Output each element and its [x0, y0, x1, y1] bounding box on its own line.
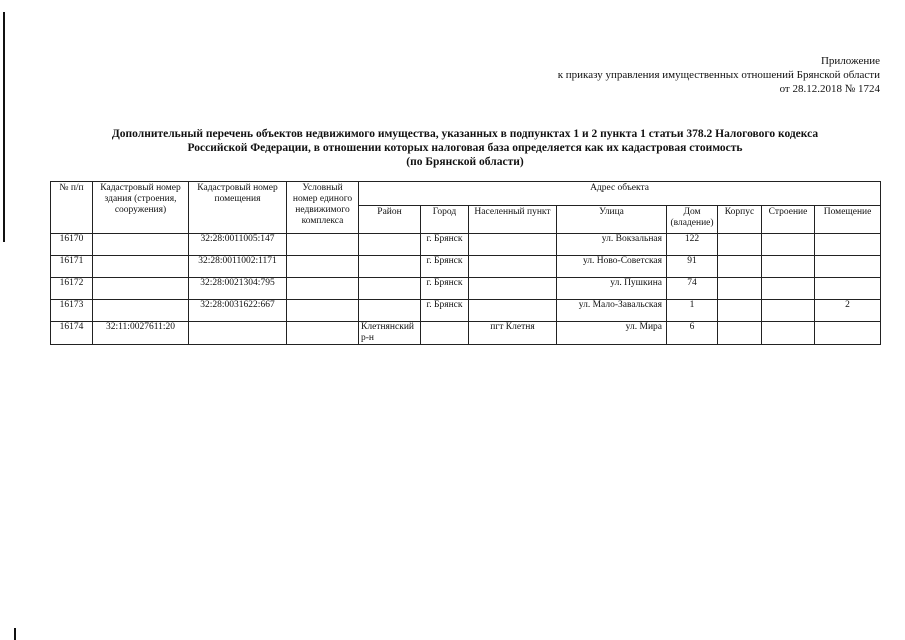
- appendix-order-date: от 28.12.2018 № 1724: [779, 83, 880, 95]
- cell-city: г. Брянск: [421, 278, 469, 300]
- cell-complex-number: [287, 234, 359, 256]
- header-num: № п/п: [51, 182, 93, 234]
- cell-complex-number: [287, 278, 359, 300]
- cell-city: [421, 322, 469, 345]
- cell-settlement: [469, 234, 557, 256]
- cell-house: 6: [667, 322, 718, 345]
- cell-street: ул. Вокзальная: [557, 234, 667, 256]
- cell-premises: [815, 278, 881, 300]
- cell-num: 16173: [51, 300, 93, 322]
- cell-street: ул. Мира: [557, 322, 667, 345]
- cell-house: 122: [667, 234, 718, 256]
- cell-korpus: [718, 234, 762, 256]
- table-row: [51, 278, 881, 300]
- appendix-order-reference: к приказу управления имущественных отношений Брянской области: [557, 69, 880, 81]
- document-title: [40, 127, 890, 169]
- cell-premises: [815, 322, 881, 345]
- cell-city: г. Брянск: [421, 234, 469, 256]
- header-house: Дом (владение): [667, 206, 718, 234]
- header-street: Улица: [557, 206, 667, 234]
- title-line-1: Дополнительный перечень объектов недвижимого имущества, указанных в подпунктах 1 и 2 пункта 1 статьи 378.2 Налогового кодекса: [111, 128, 819, 140]
- cell-settlement: пгт Клетня: [469, 322, 557, 345]
- cell-korpus: [718, 256, 762, 278]
- cell-num: 16172: [51, 278, 93, 300]
- cell-stroenie: [762, 256, 815, 278]
- appendix-label: Приложение: [820, 55, 880, 67]
- header-premises-cadastral: Кадастровый номер помещения: [189, 182, 287, 234]
- cell-stroenie: [762, 322, 815, 345]
- cell-stroenie: [762, 278, 815, 300]
- cell-street: ул. Пушкина: [557, 278, 667, 300]
- cell-city: г. Брянск: [421, 300, 469, 322]
- cell-building-cadastral: 32:11:0027611:20: [93, 322, 189, 345]
- cell-district: [359, 256, 421, 278]
- cell-korpus: [718, 322, 762, 345]
- cell-building-cadastral: [93, 278, 189, 300]
- cell-premises: [815, 256, 881, 278]
- header-building-cadastral: Кадастровый номер здания (строения, сооружения): [93, 182, 189, 234]
- cell-city: г. Брянск: [421, 256, 469, 278]
- cell-korpus: [718, 278, 762, 300]
- cell-stroenie: [762, 300, 815, 322]
- table-row: [51, 256, 881, 278]
- cell-num: 16174: [51, 322, 93, 345]
- cell-num: 16170: [51, 234, 93, 256]
- cell-premises: [815, 234, 881, 256]
- cell-district: [359, 300, 421, 322]
- header-settlement: Населенный пункт: [469, 206, 557, 234]
- scan-edge-mark: [3, 12, 5, 242]
- cell-street: ул. Мало-Завальская: [557, 300, 667, 322]
- header-complex-number: Условный номер единого недвижимого комплекса: [287, 182, 359, 234]
- cell-house: 74: [667, 278, 718, 300]
- cell-settlement: [469, 256, 557, 278]
- cell-premises-cadastral: 32:28:0031622:667: [189, 300, 287, 322]
- cell-settlement: [469, 300, 557, 322]
- cell-complex-number: [287, 300, 359, 322]
- cell-premises: 2: [815, 300, 881, 322]
- title-line-3: (по Брянской области): [406, 156, 524, 168]
- cell-building-cadastral: [93, 256, 189, 278]
- cell-premises-cadastral: 32:28:0011005:147: [189, 234, 287, 256]
- property-table: [50, 181, 881, 345]
- cell-district: Клетнянский р-н: [359, 322, 421, 345]
- cell-house: 91: [667, 256, 718, 278]
- header-district: Район: [359, 206, 421, 234]
- cell-district: [359, 234, 421, 256]
- cell-korpus: [718, 300, 762, 322]
- table-row: [51, 234, 881, 256]
- header-premises: Помещение: [815, 206, 881, 234]
- cell-district: [359, 278, 421, 300]
- cell-premises-cadastral: [189, 322, 287, 345]
- cell-street: ул. Ново-Советская: [557, 256, 667, 278]
- cell-premises-cadastral: 32:28:0011002:1171: [189, 256, 287, 278]
- cell-complex-number: [287, 256, 359, 278]
- title-line-2: Российской Федерации, в отношении которых налоговая база определяется как их кадастровая стоимость: [187, 142, 743, 154]
- cell-premises-cadastral: 32:28:0021304:795: [189, 278, 287, 300]
- header-address: Адрес объекта: [359, 182, 881, 206]
- scan-edge-mark: [14, 628, 16, 640]
- header-korpus: Корпус: [718, 206, 762, 234]
- cell-settlement: [469, 278, 557, 300]
- table-row: [51, 300, 881, 322]
- cell-complex-number: [287, 322, 359, 345]
- cell-house: 1: [667, 300, 718, 322]
- cell-building-cadastral: [93, 234, 189, 256]
- table-row: [51, 322, 881, 345]
- header-city: Город: [421, 206, 469, 234]
- appendix-header: [558, 54, 880, 96]
- cell-stroenie: [762, 234, 815, 256]
- cell-num: 16171: [51, 256, 93, 278]
- cell-building-cadastral: [93, 300, 189, 322]
- header-stroenie: Строение: [762, 206, 815, 234]
